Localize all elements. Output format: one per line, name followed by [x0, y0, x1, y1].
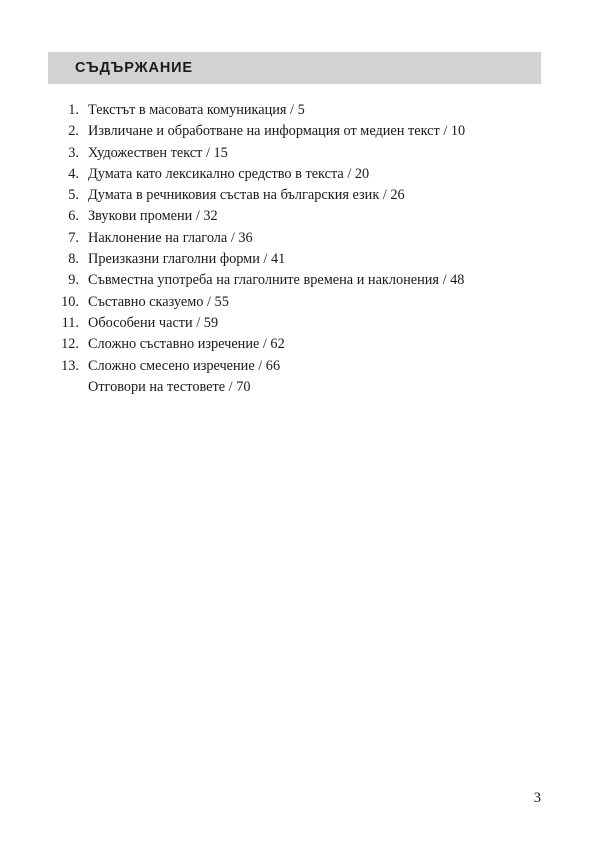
section-header-band	[48, 52, 541, 84]
toc-entry-number: 2.	[68, 123, 79, 140]
toc-entry-number: 9.	[68, 272, 79, 289]
toc-entry-number: 1.	[68, 102, 79, 118]
toc-entry-number: 3.	[68, 144, 79, 161]
table-of-contents	[48, 100, 548, 398]
toc-entry-label: Обособени части / 59	[88, 314, 219, 331]
toc-entry-number: 13.	[61, 357, 79, 374]
toc-entry-label: Преизказни глаголни форми / 41	[88, 251, 286, 268]
toc-entry-label: Текстът в масовата комуникация / 5	[88, 102, 305, 118]
toc-entry[interactable]	[48, 270, 548, 291]
toc-entry-label: Сложно съставно изречение / 62	[88, 336, 285, 353]
toc-entry-label: Звукови промени / 32	[88, 208, 218, 225]
toc-entry[interactable]	[48, 185, 548, 206]
toc-entry[interactable]	[48, 377, 548, 398]
page-title: СЪДЪРЖАНИЕ	[75, 60, 193, 76]
toc-entry[interactable]	[48, 313, 548, 334]
toc-entry[interactable]	[48, 143, 548, 164]
toc-entry[interactable]	[48, 334, 548, 355]
toc-entry-label: Сложно смесено изречение / 66	[88, 357, 281, 374]
toc-entry[interactable]	[48, 206, 548, 227]
toc-entry-label: Съставно сказуемо / 55	[88, 293, 229, 310]
toc-entry-number: 10.	[61, 293, 79, 310]
toc-entry[interactable]	[48, 164, 548, 185]
toc-entry-label: Извличане и обработване на информация от медиен текст / 10	[88, 123, 466, 140]
toc-entry-label: Наклонение на глагола / 36	[88, 229, 253, 246]
page-number: 3	[533, 790, 541, 806]
toc-entry-number: 8.	[68, 251, 79, 268]
toc-entry[interactable]	[48, 292, 548, 313]
toc-entry-number: 4.	[68, 165, 79, 182]
toc-entry[interactable]	[48, 100, 548, 121]
toc-entry-label: Отговори на тестовете / 70	[88, 378, 251, 395]
toc-entry-label: Думата като лексикално средство в текста / 20	[88, 165, 370, 182]
toc-entry[interactable]	[48, 121, 548, 142]
toc-entry[interactable]	[48, 356, 548, 377]
toc-entry[interactable]	[48, 228, 548, 249]
toc-entry-number: 6.	[68, 208, 79, 225]
toc-entry-label: Думата в речниковия състав на българския език / 26	[88, 187, 405, 204]
toc-entry-number: 7.	[68, 229, 79, 246]
toc-entry-label: Художествен текст / 15	[88, 144, 228, 161]
toc-entry-number: 5.	[68, 187, 79, 204]
toc-entry-number: 11.	[61, 314, 79, 331]
toc-entry[interactable]	[48, 249, 548, 270]
toc-entry-label: Съвместна употреба на глаголните времена и наклонения / 48	[88, 272, 465, 289]
toc-entry-number: 12.	[61, 336, 79, 353]
